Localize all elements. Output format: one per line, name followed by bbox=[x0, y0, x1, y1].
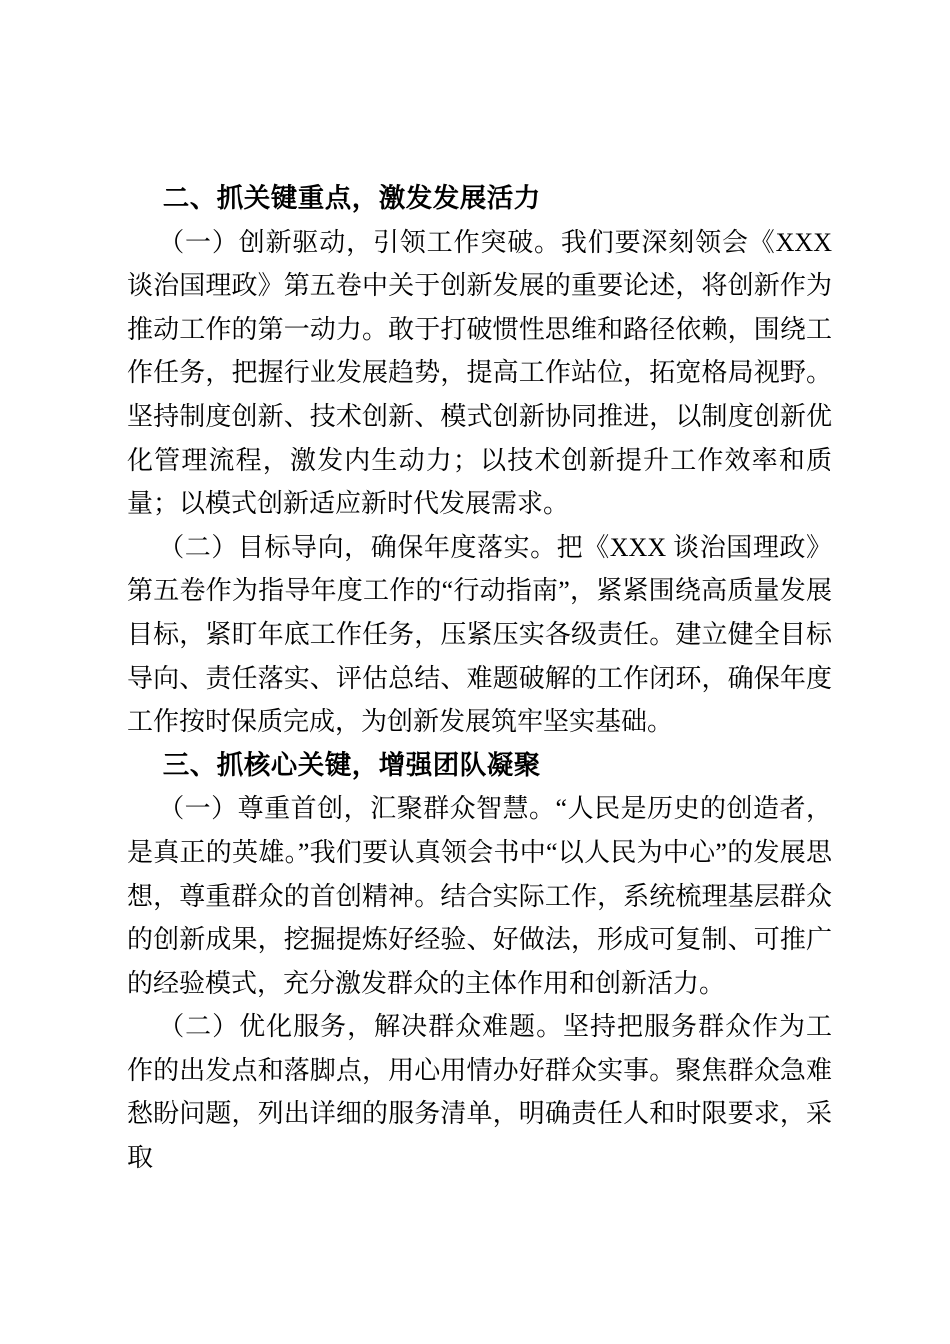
paragraph-respect-initiative: （一）尊重首创，汇聚群众智慧。“人民是历史的创造者，是真正的英雄。”我们要认真领会书中“以人民为中心”的发展思想，尊重群众的首创精神。结合实际工作，系统梳理基层群众的创新成果，挖掘提炼好经验、好做法，形成可复制、可推广的经验模式，充分激发群众的主体作用和创新活力。 bbox=[127, 794, 832, 998]
paragraph-optimize-service: （二）优化服务，解决群众难题。坚持把服务群众作为工作的出发点和落脚点，用心用情办好群众实事。聚焦群众急难愁盼问题，列出详细的服务清单，明确责任人和时限要求，采取 bbox=[127, 1012, 832, 1173]
paragraph-goal-orientation: （二）目标导向，确保年度落实。把《XXX 谈治国理政》第五卷作为指导年度工作的“行动指南”，紧紧围绕高质量发展目标，紧盯年底工作任务，压紧压实各级责任。建立健全目标导向、责任落实、评估总结、难题破解的工作闭环，确保年度工作按时保质完成，为创新发展筑牢坚实基础。 bbox=[127, 532, 832, 737]
section-heading-3: 三、抓核心关键，增强团队凝聚 bbox=[162, 749, 541, 780]
section-heading-2: 二、抓关键重点，激发发展活力 bbox=[162, 183, 541, 213]
paragraph-innovation-drive: （一）创新驱动，引领工作突破。我们要深刻领会《XXX 谈治国理政》第五卷中关于创新发展的重要论述，将创新作为推动工作的第一动力。敢于打破惯性思维和路径依赖，围绕工作任务，把握行业发展趋势，提高工作站位，拓宽格局视野。坚持制度创新、技术创新、模式创新协同推进，以制度创新优化管理流程，激发内生动力；以技术创新提升工作效率和质量；以模式创新适应新时代发展需求。 bbox=[127, 227, 832, 519]
